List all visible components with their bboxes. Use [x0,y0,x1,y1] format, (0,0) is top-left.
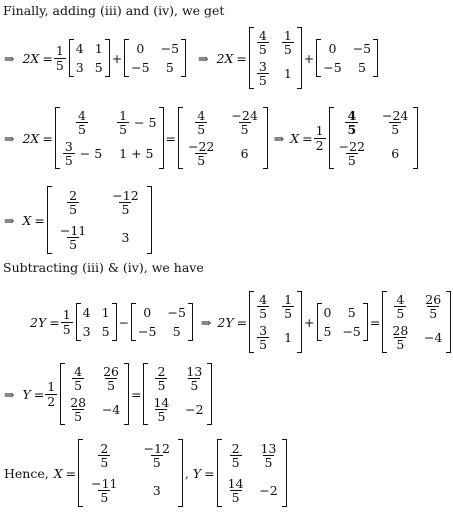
matrix-cell [228,109,260,136]
math-term: 0 [328,41,337,56]
math-term: 5 [157,377,166,393]
matrix-2y-result [60,363,129,426]
math-term: 13 [260,440,277,456]
fraction [282,293,294,320]
matrix-cell [336,140,368,167]
lhs-x: X [290,130,300,146]
fraction [257,60,269,87]
matrix-cell [97,442,111,469]
fraction [259,442,279,469]
fraction [142,442,172,469]
matrix-cell [256,293,270,320]
math-term: 6 [240,146,249,162]
math-term: 4 [78,107,86,123]
math-term: −2 [259,483,278,499]
math-term: 5 [284,305,293,321]
math-term: 5 [197,153,206,169]
math-term: 1 [315,123,324,139]
fraction [98,442,110,469]
scalar-one-fifth [61,308,73,335]
final-answer [4,434,289,512]
fraction [257,324,269,351]
equals-sign: = [131,386,142,402]
fraction [423,293,443,320]
math-term: 6 [391,146,400,162]
matrix-fraction [249,291,302,354]
fraction [101,365,121,392]
math-term: 0 [323,305,332,320]
math-term: 0 [136,41,145,56]
heading-subtracting-text: Subtracting (iii) & (iv), we have [3,260,204,275]
equals-sign: = [33,386,45,402]
fraction [257,29,269,56]
math-term: 5 [396,337,405,353]
lhs-2x: 2X [22,130,40,146]
fraction [76,109,88,136]
matrix-fraction [249,27,302,90]
matrix-cell [256,324,270,351]
math-term: −5 [160,41,180,56]
lhs-2y: 2Y [30,314,47,330]
matrix-cell [422,293,444,320]
math-term: 5 [259,337,268,353]
matrix-cell [379,109,411,136]
heading-adding [3,3,224,18]
equals-sign: = [204,465,215,481]
math-term: 4 [347,107,357,123]
math-term: 14 [227,476,244,491]
fraction [380,109,410,136]
fraction [67,189,79,216]
math-term: 2 [100,440,109,456]
matrix-b [124,39,186,77]
plus-sign: + [303,50,315,66]
fraction [151,396,171,423]
math-term: 4 [74,363,83,379]
matrix-2y-result [382,291,451,354]
lhs-y: Y [192,465,202,481]
fraction [58,224,88,251]
equals-sign: = [236,314,248,330]
matrix-cell [258,442,280,469]
math-term: −4 [101,402,121,418]
matrix-cell [100,365,122,392]
math-term: 3 [121,230,130,246]
math-term: 26 [425,291,442,307]
math-term: 2 [157,363,166,379]
equals-sign: = [302,130,313,146]
matrix-cell [281,293,295,320]
fraction [394,293,406,320]
math-term: 5 [357,60,366,75]
heading-adding-text: Finally, adding (iii) and (iv), we get [3,3,225,18]
implies-symbol: ⇒ [4,212,15,228]
matrix-cell [194,109,208,136]
math-term: 5 [197,121,206,137]
equation-2x-step1 [4,24,380,92]
fraction [257,293,269,320]
equation-y [4,356,214,432]
lhs-x: X [53,465,63,481]
math-term: 5 [347,305,356,320]
matrix-b-neg [317,303,368,341]
math-term: 13 [186,363,203,379]
matrix-cell [71,365,85,392]
math-term: 5 [69,237,78,253]
implies-symbol: ⇒ [4,130,15,146]
math-term: −5 [323,60,342,75]
math-term: 26 [103,363,119,379]
matrix-cell [109,189,141,216]
matrix-b [316,39,378,77]
math-term: 5 [283,41,292,57]
math-term: 3 [75,60,84,75]
math-term: 5 [107,377,116,393]
equals-sign: = [236,50,247,66]
fraction [337,140,367,167]
implies-symbol: ⇒ [200,314,212,330]
plus-sign: + [111,50,123,66]
math-term: 1 [55,43,64,59]
math-term: 1 [101,305,110,320]
math-term: 3 [259,323,268,338]
math-term: 1 [283,66,292,82]
equation-x-result [4,182,154,258]
matrix-cell [67,396,89,423]
math-term: 5 [55,57,64,73]
math-term: −24 [382,107,409,123]
math-term: 4 [396,291,405,307]
math-term: −24 [231,107,258,123]
equals-sign: = [34,212,45,228]
math-term: 5 [190,377,199,393]
equation-2x-step2 [4,98,420,178]
math-term: 4 [75,41,84,56]
math-term: 5 [157,409,166,425]
fraction [110,189,140,216]
matrix-cell [57,224,89,251]
math-term: 5 [74,409,83,425]
math-term: −11 [59,223,87,238]
math-term: 5 [64,153,73,169]
math-term: 5 [264,454,273,470]
math-term: 3 [152,483,161,499]
math-term: 4 [82,305,91,320]
math-term: 28 [392,323,409,338]
lhs-2y: 2Y [217,314,234,330]
matrix-cell [183,365,205,392]
scalar-one-half [314,124,326,151]
fraction [63,140,75,167]
matrix-cell [88,477,120,504]
implies-symbol: ⇒ [198,50,209,66]
fraction [117,109,129,136]
math-term: 5 [396,305,405,321]
math-term: −22 [188,139,215,154]
matrix-expanded [55,107,164,170]
matrix-cell [62,140,102,167]
math-term: 2 [69,187,78,203]
math-term: 28 [70,395,87,410]
math-term: 3 [82,324,91,339]
equals-sign: = [49,314,60,330]
math-term: −2 [185,402,204,418]
math-term: 4 [197,107,206,123]
math-term: 1 + 5 [119,146,154,162]
math-term: 4 [259,291,268,307]
equals-sign: = [42,130,53,146]
math-term: 1 [284,291,293,307]
math-term: −11 [91,476,118,491]
implies-symbol: ⇒ [4,386,15,402]
math-term: 5 [69,201,78,217]
math-term: 14 [153,395,170,410]
implies-symbol: ⇒ [273,130,285,146]
implies-symbol: ⇒ [4,50,15,66]
matrix-cell [389,324,411,351]
math-term: 0 [143,305,152,320]
fraction [230,442,242,469]
matrix-cell [229,442,243,469]
math-term: 5 [231,490,240,506]
scalar-one-fifth [54,44,66,71]
matrix-x [78,439,183,508]
fraction [229,109,259,136]
equals-sign: = [165,130,176,146]
math-term: −5 [138,324,157,339]
matrix-x [47,186,152,255]
comma: , [184,465,189,481]
math-term: 5 [152,454,161,470]
math-term: 2 [47,393,56,409]
math-term: 5 [231,454,240,470]
fraction [282,29,294,56]
math-term: 5 [94,60,103,75]
fraction [390,324,410,351]
lhs-x: X [22,212,32,228]
math-term: 5 [165,60,174,75]
equals-sign: = [65,465,77,481]
math-term: 5 [119,121,128,137]
math-term: 5 [258,41,267,57]
math-term: 1 [119,107,128,123]
equals-sign: = [369,314,381,330]
math-term: 5 [100,490,109,506]
math-term: −12 [143,440,170,456]
math-term: 3 [64,139,73,154]
hence-label: Hence, [4,465,49,481]
fraction [184,365,204,392]
math-term: 5 [62,321,71,337]
fraction [195,109,207,136]
matrix-cell [150,396,172,423]
math-term: 2 [315,137,324,153]
matrix-a [69,39,110,77]
math-term: 1 [62,307,71,323]
fraction [226,477,246,504]
fraction [345,109,358,136]
matrix-b [131,303,193,341]
math-term: 5 [259,305,268,321]
matrix-cell [66,189,80,216]
math-term: 5 [347,121,357,137]
matrix-simplified [329,107,419,170]
fraction [186,140,216,167]
math-term: 5 [78,121,86,137]
math-term: − 5 [134,114,157,130]
math-term: 5 [429,305,438,321]
matrix-cell [116,109,156,136]
heading-subtracting [3,260,204,275]
matrix-cell [141,442,173,469]
math-term: 2 [231,440,240,456]
math-term: 5 [391,121,400,137]
fraction [72,365,84,392]
matrix-cell [185,140,217,167]
matrix-cell [75,109,89,136]
math-term: 5 [100,454,109,470]
scalar-one-half [45,380,57,407]
matrix-cell [225,477,247,504]
equation-2y [30,284,453,360]
matrix-cell [393,293,407,320]
matrix-y [217,439,288,508]
equals-sign: = [42,50,53,66]
math-term: −5 [352,41,372,56]
math-term: 5 [258,73,267,89]
math-term: 3 [258,59,267,74]
math-term: − 5 [79,146,103,162]
math-term: −4 [424,330,443,346]
math-term: 4 [258,27,267,43]
math-term: 5 [323,324,332,339]
math-term: 5 [347,153,356,169]
math-term: 1 [94,41,103,56]
matrix-a [76,303,117,341]
lhs-2x: 2X [22,50,40,66]
matrix-cell [344,109,359,136]
math-term: −5 [131,60,150,75]
minus-sign: − [118,314,130,330]
matrix-simplified [178,107,268,170]
math-term: 5 [240,121,249,137]
math-term: 5 [101,324,110,339]
fraction [155,365,167,392]
matrix-y [143,363,212,426]
lhs-2x: 2X [216,50,234,66]
math-term: 1 [283,27,292,43]
math-term: 1 [47,379,56,395]
math-term: −5 [167,305,186,320]
matrix-cell [256,60,270,87]
matrix-cell [281,29,295,56]
math-term: 5 [121,201,130,217]
math-term: −22 [338,139,365,154]
math-term: −5 [342,324,361,339]
lhs-y: Y [22,386,31,402]
matrix-cell [154,365,168,392]
matrix-cell [256,29,270,56]
plus-sign: + [304,314,315,330]
math-term: 1 [284,330,293,346]
fraction [68,396,88,423]
fraction [89,477,119,504]
math-term: 5 [74,377,83,393]
math-term: −12 [112,187,139,203]
math-term: 5 [172,324,181,339]
